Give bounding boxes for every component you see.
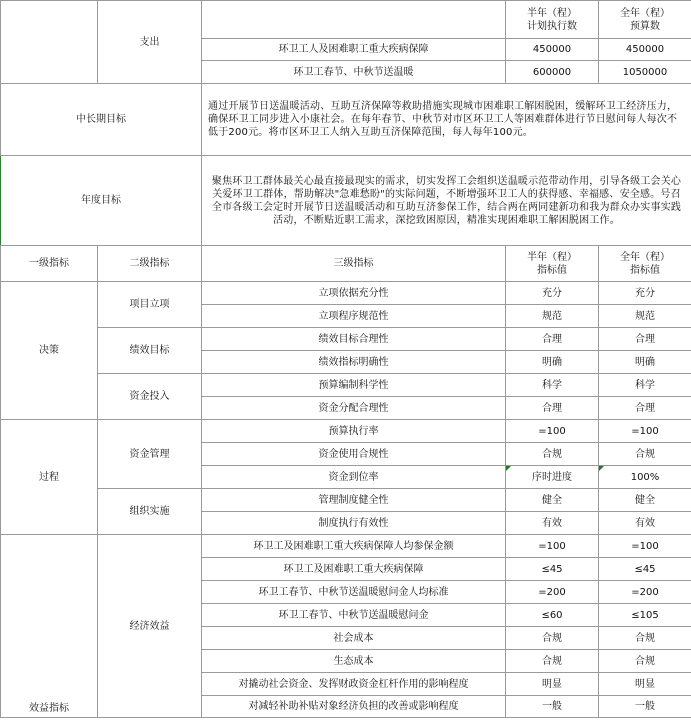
level3-cell: 环卫工及困难职工重大疾病保障 bbox=[202, 558, 506, 581]
half-value-cell: =100 bbox=[506, 420, 599, 443]
full-value-cell: 合规 bbox=[599, 627, 691, 650]
level2-cell: 资金投入 bbox=[98, 374, 202, 420]
full-value-cell: ≤45 bbox=[599, 558, 691, 581]
expenditure-half-header: 半年（程） 计划执行数 bbox=[506, 1, 599, 39]
expenditure-item-name: 环卫工春节、中秋节送温暖 bbox=[202, 61, 506, 84]
full-value-cell: =100 bbox=[599, 420, 691, 443]
level3-cell: 资金分配合理性 bbox=[202, 397, 506, 420]
half-value-cell: ≤45 bbox=[506, 558, 599, 581]
half-value-cell: ≤60 bbox=[506, 604, 599, 627]
level1-cell: 效益指标 bbox=[1, 535, 98, 718]
annual-target-text: 聚焦环卫工群体最关心最直接最现实的需求，切实发挥工会组织送温暖示范带动作用，引导各级工会关心关爱环卫工群体，帮助解决"急难愁盼"的实际问题，不断增强环卫工人的获得感、幸福感、安全感。号召全市各级工会定时开展节日送温暖活动和互助互济参保工作，结合两在两同建新功和我为群众办实事实践活动，不断贴近职工需求，深挖致困原因，精准实现困难职工解困脱困工作。 bbox=[202, 156, 691, 246]
full-value-cell: 100% bbox=[599, 466, 691, 489]
full-value-cell: =200 bbox=[599, 581, 691, 604]
level2-cell: 资金管理 bbox=[98, 420, 202, 489]
level3-cell: 绩效目标合理性 bbox=[202, 328, 506, 351]
level3-cell: 环卫工及困难职工重大疾病保障人均参保金额 bbox=[202, 535, 506, 558]
level3-cell: 环卫工春节、中秋节送温暖慰问金 bbox=[202, 604, 506, 627]
full-value-cell: 合规 bbox=[599, 443, 691, 466]
level3-cell: 立项依据充分性 bbox=[202, 282, 506, 305]
full-value-cell: 合理 bbox=[599, 328, 691, 351]
half-value-cell: 合规 bbox=[506, 443, 599, 466]
header-level1: 一级指标 bbox=[1, 246, 98, 282]
half-value-cell: 合规 bbox=[506, 627, 599, 650]
header-full-value: 全年（程） 指标值 bbox=[599, 246, 691, 282]
expenditure-full-header: 全年（程） 预算数 bbox=[599, 1, 691, 39]
half-value-cell: 序时进度 bbox=[506, 466, 599, 489]
half-value-cell: 健全 bbox=[506, 489, 599, 512]
level3-cell: 生态成本 bbox=[202, 650, 506, 673]
full-value-cell: 合规 bbox=[599, 650, 691, 673]
full-value-cell: 科学 bbox=[599, 374, 691, 397]
level3-cell: 对减轻补助补贴对象经济负担的改善或影响程度 bbox=[202, 696, 506, 718]
expenditure-header-blank bbox=[202, 1, 506, 39]
level2-cell: 项目立项 bbox=[98, 282, 202, 328]
level3-cell: 预算编制科学性 bbox=[202, 374, 506, 397]
level2-cell: 经济效益 bbox=[98, 535, 202, 718]
level3-cell: 立项程序规范性 bbox=[202, 305, 506, 328]
half-value-cell: 明显 bbox=[506, 673, 599, 696]
full-value-cell: ≤105 bbox=[599, 604, 691, 627]
half-value-cell: 合理 bbox=[506, 328, 599, 351]
half-value-cell: 合规 bbox=[506, 650, 599, 673]
full-value-cell: 明确 bbox=[599, 351, 691, 374]
level3-cell: 绩效指标明确性 bbox=[202, 351, 506, 374]
full-value-cell: =100 bbox=[599, 535, 691, 558]
full-value-cell: 明显 bbox=[599, 673, 691, 696]
level3-cell: 制度执行有效性 bbox=[202, 512, 506, 535]
expenditure-item-full: 450000 bbox=[599, 39, 691, 61]
expenditure-item-name: 环卫工人及困难职工重大疾病保障 bbox=[202, 39, 506, 61]
level1-cell: 决策 bbox=[1, 282, 98, 420]
long-term-target-label: 中长期目标 bbox=[1, 84, 202, 156]
header-level2: 二级指标 bbox=[98, 246, 202, 282]
half-value-cell: 一般 bbox=[506, 696, 599, 718]
level2-cell: 组织实施 bbox=[98, 489, 202, 535]
level3-cell: 资金到位率 bbox=[202, 466, 506, 489]
full-value-cell: 规范 bbox=[599, 305, 691, 328]
half-value-cell: 科学 bbox=[506, 374, 599, 397]
half-value-cell: 规范 bbox=[506, 305, 599, 328]
expenditure-item-half: 450000 bbox=[506, 39, 599, 61]
header-half-value: 半年（程） 指标值 bbox=[506, 246, 599, 282]
half-value-cell: 合理 bbox=[506, 397, 599, 420]
header-level3: 三级指标 bbox=[202, 246, 506, 282]
full-value-cell: 充分 bbox=[599, 282, 691, 305]
expenditure-item-half: 600000 bbox=[506, 61, 599, 84]
level2-cell: 绩效目标 bbox=[98, 328, 202, 374]
expenditure-label: 支出 bbox=[98, 1, 202, 84]
full-value-cell: 有效 bbox=[599, 512, 691, 535]
full-value-cell: 一般 bbox=[599, 696, 691, 718]
half-value-cell: =200 bbox=[506, 581, 599, 604]
level3-cell: 对撬动社会资金、发挥财政资金杠杆作用的影响程度 bbox=[202, 673, 506, 696]
level3-cell: 预算执行率 bbox=[202, 420, 506, 443]
full-value-cell: 合理 bbox=[599, 397, 691, 420]
half-value-cell: 有效 bbox=[506, 512, 599, 535]
half-value-cell: 明确 bbox=[506, 351, 599, 374]
level3-cell: 社会成本 bbox=[202, 627, 506, 650]
level3-cell: 环卫工春节、中秋节送温暖慰问金人均标准 bbox=[202, 581, 506, 604]
half-value-cell: 充分 bbox=[506, 282, 599, 305]
full-value-cell: 健全 bbox=[599, 489, 691, 512]
expenditure-blank-cell bbox=[1, 1, 98, 84]
annual-target-label: 年度目标 bbox=[1, 156, 202, 246]
half-value-cell: =100 bbox=[506, 535, 599, 558]
level1-cell: 过程 bbox=[1, 420, 98, 535]
long-term-target-text: 通过开展节日送温暖活动、互助互济保障等救助措施实现城市困难职工解困脱困，缓解环卫工经济压力，确保环卫工同步进入小康社会。在每年春节、中秋节对市区环卫工人等困难群体进行节日慰问每人每次不低于200元。将市区环卫工人纳入互助互济保障范围，每人每年100元。 bbox=[202, 84, 691, 156]
expenditure-item-full: 1050000 bbox=[599, 61, 691, 84]
level3-cell: 管理制度健全性 bbox=[202, 489, 506, 512]
level3-cell: 资金使用合规性 bbox=[202, 443, 506, 466]
